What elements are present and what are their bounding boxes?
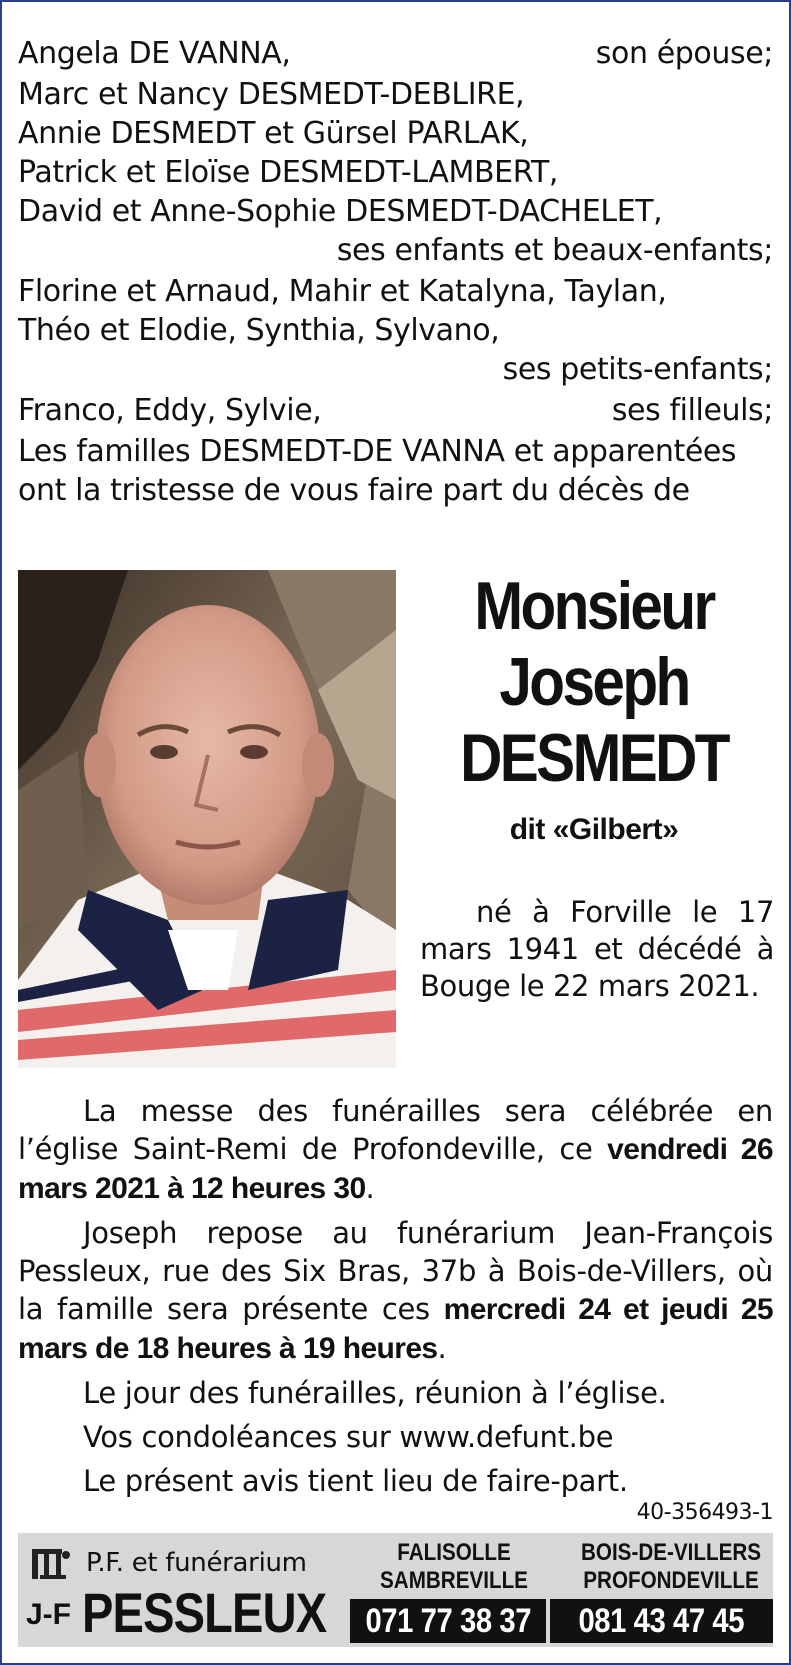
spouse-row (18, 34, 773, 73)
funeral-home-logo-icon (30, 1545, 72, 1583)
mass-paragraph (18, 1092, 773, 1208)
families-line: Les familles DESMEDT-DE VANNA et apparentées (18, 434, 737, 469)
mass-datetime: vendredi 26 mars 2021 à 12 heures 30 (18, 1133, 773, 1205)
repose-paragraph (18, 1214, 773, 1368)
location-falisolle (370, 1539, 539, 1595)
funeral-home-initials: J-F (26, 1598, 71, 1631)
grandchild-line: Florine et Arnaud, Mahir et Katalyna, Taylan, (18, 274, 667, 309)
funeral-home-label: P.F. et funérarium (86, 1548, 307, 1578)
spouse-role: son épouse; (595, 36, 773, 71)
repose-period: . (437, 1331, 447, 1365)
mass-period: . (365, 1171, 375, 1205)
child-line: David et Anne-Sophie DESMEDT-DACHELET, (18, 194, 663, 229)
funeral-home-banner (18, 1533, 773, 1647)
location-2-line-1: BOIS-DE-VILLERS (580, 1539, 762, 1566)
spouse-name: Angela DE VANNA, (18, 36, 291, 71)
location-2-line-2: PROFONDEVILLE (583, 1567, 759, 1594)
funeral-home-name: PESSLEUX (82, 1581, 327, 1644)
condolences-line: Vos condoléances sur www.defunt.be (83, 1420, 614, 1454)
mass-text: La messe des funérailles sera célébrée en l’église Saint-Remi de Profondeville, ce (18, 1094, 773, 1166)
repose-datetime: mercredi 24 et jeudi 25 mars de 18 heures à 19 heures (18, 1293, 773, 1365)
godchildren-row (18, 391, 773, 430)
children-role: ses enfants et beaux-enfants; (336, 233, 773, 268)
funeral-info (18, 1092, 773, 1500)
location-bois-de-villers (581, 1539, 762, 1595)
deceased-last-name: DESMEDT (460, 720, 728, 796)
child-line: Annie DESMEDT et Gürsel PARLAK, (18, 116, 529, 151)
family-list (18, 34, 773, 510)
godchildren-names: Franco, Eddy, Sylvie, (18, 393, 322, 428)
phone-falisolle (350, 1599, 546, 1643)
child-line: Marc et Nancy DESMEDT-DEBLIRE, (18, 77, 525, 112)
phone-bois-de-villers (550, 1599, 773, 1643)
phone-2-value: 081 43 47 45 (578, 1602, 745, 1640)
families-line: ont la tristesse de vous faire part du décès de (18, 473, 690, 508)
portrait-photo (18, 570, 396, 1068)
grandchildren-role: ses petits-enfants; (502, 352, 773, 387)
child-line: Patrick et Eloïse DESMEDT-LAMBERT, (18, 155, 559, 190)
notice-line: Le présent avis tient lieu de faire-part. (83, 1464, 628, 1498)
deceased-nickname: dit «Gilbert» (509, 813, 679, 846)
meeting-line: Le jour des funérailles, réunion à l’église. (83, 1376, 667, 1410)
repose-text: Joseph repose au funérarium Jean-François Pessleux, rue des Six Bras, 37b à Bois-de-Villers, où la famille sera présente ces (18, 1216, 773, 1326)
phone-1-value: 071 77 38 37 (365, 1602, 531, 1640)
godchildren-role: ses filleuls; (611, 393, 773, 428)
grandchild-line: Théo et Elodie, Synthia, Sylvano, (18, 313, 500, 348)
birth-death-value: né à Forville le 17 mars 1941 et décédé à Bouge le 22 mars 2021. (420, 895, 774, 1003)
birth-death-text (420, 894, 774, 1005)
location-1-line-1: FALISOLLE (397, 1539, 511, 1566)
deceased-first-name: Joseph (499, 644, 689, 720)
deceased-name-block (414, 568, 774, 850)
location-1-line-2: SAMBREVILLE (380, 1567, 528, 1594)
deceased-title: Monsieur (474, 568, 714, 644)
reference-number: 40-356493-1 (636, 1500, 773, 1525)
